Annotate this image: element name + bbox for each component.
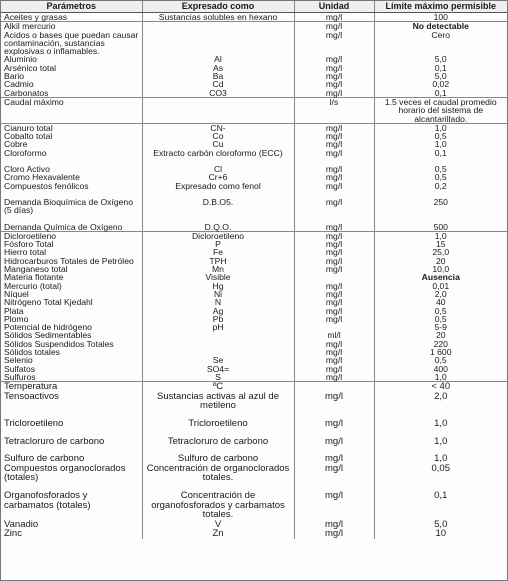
cell-parametro: Cobalto total: [4, 131, 53, 142]
cell-limite: 0,1: [374, 149, 507, 157]
table-row: [1, 437, 507, 447]
table-row: [1, 31, 507, 56]
table-row: [1, 282, 507, 290]
cell-expresado: N: [142, 298, 294, 306]
cell-unidad: mg/l: [294, 240, 374, 248]
cell-expresado: [142, 31, 294, 56]
cell-limite: 10,0: [374, 265, 507, 273]
cell-parametro: Plomo: [4, 313, 29, 324]
table-row: [1, 72, 507, 80]
cell-unidad: mg/l: [294, 89, 374, 98]
cell-expresado: Hg: [142, 282, 294, 290]
cell-limite: 0,1: [374, 64, 507, 72]
cell-expresado: Tetracloruro de carbono: [142, 437, 294, 447]
cell-expresado: CO3: [142, 89, 294, 98]
cell-limite: 0,05: [374, 464, 507, 483]
cell-unidad: mg/l: [294, 307, 374, 315]
cell-unidad: mg/l: [294, 348, 374, 356]
cell-expresado: Tricloroetileno: [142, 419, 294, 429]
cell-unidad: mg/l: [294, 231, 374, 240]
cell-limite: 0,1: [374, 89, 507, 98]
cell-parametro: Dicloroetileno: [1, 231, 142, 240]
cell-limite: 250: [374, 198, 507, 215]
cell-unidad: mg/l: [294, 132, 374, 140]
cell-expresado: Co: [142, 132, 294, 140]
table-row: [1, 491, 507, 520]
cell-limite: 1.5 veces el caudal promedio horario del sistema de alcantarillado.: [374, 97, 507, 123]
cell-expresado: Concentración de organoclorados totales.: [142, 464, 294, 483]
cell-limite: 0,5: [374, 315, 507, 323]
cell-parametro: Demanda Química de Oxígeno: [4, 221, 123, 232]
cell-unidad: mg/l: [294, 22, 374, 31]
cell-parametro: Aluminio: [4, 54, 37, 65]
cell-expresado: Al: [142, 55, 294, 63]
cell-unidad: mg/l: [294, 149, 374, 157]
cell-unidad: mg/l: [294, 365, 374, 373]
cell-parametro: Aceites y grasas: [4, 12, 68, 22]
cell-unidad: mg/l: [294, 140, 374, 148]
cell-parametro: Cadmio: [4, 79, 34, 90]
cell-unidad: mg/l: [294, 437, 374, 447]
row-spacer: [1, 157, 507, 165]
table-row: [1, 529, 507, 539]
cell-limite: 1,0: [374, 140, 507, 148]
cell-unidad: mg/l: [294, 298, 374, 306]
cell-expresado: [142, 22, 294, 31]
cell-parametro: Cobre: [4, 139, 28, 150]
cell-limite: 0,01: [374, 282, 507, 290]
cell-limite: Cero: [374, 31, 507, 56]
cell-expresado: Se: [142, 356, 294, 364]
header-parametro: Parámetros: [1, 1, 142, 13]
cell-limite: 5,0: [374, 72, 507, 80]
cell-expresado: Sulfuro de carbono: [142, 454, 294, 464]
table-row: [1, 132, 507, 140]
cell-limite: 2,0: [374, 392, 507, 411]
cell-unidad: mg/l: [294, 123, 374, 132]
cell-limite: 0,5: [374, 132, 507, 140]
cell-unidad: ml/l: [294, 331, 374, 339]
table-row: [1, 80, 507, 88]
cell-unidad: mg/l: [294, 520, 374, 530]
cell-limite: 0,5: [374, 173, 507, 181]
cell-expresado: [142, 331, 294, 339]
cell-parametro: Manganeso total: [4, 264, 68, 275]
cell-expresado: pH: [142, 323, 294, 331]
cell-expresado: Cd: [142, 80, 294, 88]
cell-unidad: mg/l: [294, 55, 374, 63]
cell-parametro: Sólidos totales: [4, 346, 60, 357]
cell-parametro: Alkil mercurio: [1, 22, 142, 31]
cell-expresado: Fe: [142, 248, 294, 256]
cell-parametro: Sólidos Suspendidos Totales: [4, 338, 114, 349]
cell-expresado: Cl: [142, 165, 294, 173]
cell-expresado: ºC: [142, 382, 294, 392]
cell-unidad: mg/l: [294, 340, 374, 348]
cell-unidad: mg/l: [294, 165, 374, 173]
cell-unidad: mg/l: [294, 491, 374, 520]
cell-expresado: Extracto carbón cloroformo (ECC): [142, 149, 294, 157]
cell-parametro: Cloro Activo: [4, 164, 50, 175]
cell-expresado: Sustancias activas al azul de metileno: [142, 392, 294, 411]
cell-expresado: Expresado como fenol: [142, 182, 294, 190]
cell-expresado: D.Q.O.: [142, 223, 294, 232]
cell-unidad: mg/l: [294, 373, 374, 382]
cell-expresado: V: [142, 520, 294, 530]
cell-parametro: Caudal máximo: [1, 97, 142, 123]
cell-limite: 0,5: [374, 356, 507, 364]
cell-expresado: TPH: [142, 257, 294, 265]
cell-limite: 0,5: [374, 307, 507, 315]
cell-parametro: Acidos o bases que puedan causar contaminación, sustancias explosivas o inflamables.: [4, 29, 139, 57]
cell-limite: 10: [374, 529, 507, 539]
cell-unidad: mg/l: [294, 265, 374, 273]
cell-unidad: mg/l: [294, 182, 374, 190]
cell-limite: 2,0: [374, 290, 507, 298]
cell-unidad: mg/l: [294, 290, 374, 298]
cell-parametro: Compuestos fenólicos: [4, 180, 89, 191]
table-row: [1, 298, 507, 306]
cell-expresado: Dicloroetileno: [142, 231, 294, 240]
header-unidad: Unidad: [294, 1, 374, 13]
cell-parametro: Tricloroetileno: [4, 417, 64, 429]
table-header-row: [1, 1, 507, 13]
table-body: [1, 13, 507, 539]
cell-parametro: Temperatura: [1, 382, 142, 392]
cell-unidad: mg/l: [294, 464, 374, 483]
table-row: [1, 464, 507, 483]
table-row: [1, 97, 507, 123]
cell-limite: 1,0: [374, 419, 507, 429]
cell-unidad: mg/l: [294, 31, 374, 56]
table-row: [1, 307, 507, 315]
cell-limite: 40: [374, 298, 507, 306]
table-row: [1, 356, 507, 364]
cell-expresado: [142, 97, 294, 123]
cell-parametro: Cromo Hexavalente: [4, 172, 80, 183]
cell-limite: 1,0: [374, 123, 507, 132]
cell-parametro: Sulfuro de carbono: [4, 453, 85, 465]
cell-expresado: Ag: [142, 307, 294, 315]
cell-unidad: mg/l: [294, 356, 374, 364]
cell-parametro: Vanadio: [4, 518, 39, 530]
cell-expresado: Cu: [142, 140, 294, 148]
cell-limite: 5,0: [374, 55, 507, 63]
cell-limite: 400: [374, 365, 507, 373]
cell-limite: 25,0: [374, 248, 507, 256]
cell-unidad: mg/l: [294, 529, 374, 539]
cell-unidad: mg/l: [294, 64, 374, 72]
cell-limite: 220: [374, 340, 507, 348]
table-row: [1, 348, 507, 356]
table-row: [1, 223, 507, 232]
cell-expresado: P: [142, 240, 294, 248]
cell-expresado: Cr+6: [142, 173, 294, 181]
cell-unidad: mg/l: [294, 257, 374, 265]
cell-limite: 1,0: [374, 373, 507, 382]
cell-parametro: Hierro total: [4, 247, 47, 258]
table-row: [1, 365, 507, 373]
cell-unidad: mg/l: [294, 13, 374, 22]
cell-parametro: Bario: [4, 71, 25, 82]
cell-unidad: mg/l: [294, 315, 374, 323]
cell-limite: 0,02: [374, 80, 507, 88]
cell-limite: 1,0: [374, 454, 507, 464]
cell-parametro: Fósforo Total: [4, 239, 54, 250]
table-row: [1, 240, 507, 248]
cell-parametro: Arsénico total: [4, 62, 57, 73]
table-row: [1, 231, 507, 240]
cell-limite: 0,1: [374, 491, 507, 520]
cell-parametro: Selenio: [4, 355, 33, 366]
cell-unidad: mg/l: [294, 392, 374, 411]
cell-parametro: Carbonatos: [4, 87, 49, 98]
cell-unidad: mg/l: [294, 419, 374, 429]
cell-limite: 0,5: [374, 165, 507, 173]
cell-limite: 5-9: [374, 323, 507, 331]
table-row: [1, 55, 507, 63]
table-row: [1, 182, 507, 190]
cell-parametro: Materia flotante: [4, 272, 64, 283]
row-spacer: [1, 411, 507, 419]
cell-unidad: mg/l: [294, 80, 374, 88]
cell-expresado: Ni: [142, 290, 294, 298]
cell-unidad: mg/l: [294, 173, 374, 181]
cell-limite: 500: [374, 223, 507, 232]
cell-expresado: Mn: [142, 265, 294, 273]
cell-limite: No detectable: [374, 22, 507, 31]
cell-parametro: Cianuro total: [1, 123, 142, 132]
cell-expresado: Sustancias solubles en hexano: [142, 13, 294, 22]
table-row: [1, 257, 507, 265]
table-row: [1, 520, 507, 530]
table-row: [1, 419, 507, 429]
table-row: [1, 123, 507, 132]
cell-parametro: Sólidos Sedimentables: [4, 330, 92, 341]
cell-expresado: Concentración de organofosforados y carbamatos totales.: [142, 491, 294, 520]
table-row: [1, 198, 507, 215]
cell-expresado: Pb: [142, 315, 294, 323]
cell-expresado: D.B.O5.: [142, 198, 294, 215]
cell-limite: 100: [374, 13, 507, 22]
cell-parametro: Cloroformo: [4, 147, 47, 158]
cell-parametro: Potencial de hidrógeno: [4, 322, 92, 333]
cell-parametro: Compuestos organoclorados (totales): [4, 462, 126, 484]
cell-unidad: mg/l: [294, 282, 374, 290]
cell-parametro: Hidrocarburos Totales de Petróleo: [4, 255, 134, 266]
cell-expresado: S: [142, 373, 294, 382]
cell-limite: 15: [374, 240, 507, 248]
header-limite: Límite máximo permisible: [374, 1, 507, 13]
cell-unidad: mg/l: [294, 248, 374, 256]
cell-expresado: SO4=: [142, 365, 294, 373]
cell-expresado: As: [142, 64, 294, 72]
table-row: [1, 273, 507, 281]
cell-parametro: Organofosforados y carbamatos (totales): [4, 489, 91, 511]
cell-limite: 1,0: [374, 231, 507, 240]
cell-parametro: Plata: [4, 305, 24, 316]
cell-expresado: CN-: [142, 123, 294, 132]
cell-parametro: Mercurio (total): [4, 280, 62, 291]
cell-limite: 0,2: [374, 182, 507, 190]
cell-unidad: mg/l: [294, 454, 374, 464]
cell-parametro: Demanda Bioquímica de Oxígeno (5 días): [4, 196, 133, 216]
cell-limite: 5,0: [374, 520, 507, 530]
cell-parametro: Nitrógeno Total Kjedahl: [4, 297, 93, 308]
cell-parametro: Níquel: [4, 288, 29, 299]
cell-limite: < 40: [374, 382, 507, 392]
cell-limite: 1,0: [374, 437, 507, 447]
cell-parametro: Tetracloruro de carbono: [4, 435, 105, 447]
table-row: [1, 64, 507, 72]
table-row: [1, 149, 507, 157]
cell-expresado: Visible: [142, 273, 294, 281]
cell-parametro: Sulfuros: [4, 371, 36, 382]
table-row: [1, 392, 507, 411]
cell-parametro: Tensoactivos: [4, 390, 59, 402]
cell-limite: 20: [374, 331, 507, 339]
cell-limite: 20: [374, 257, 507, 265]
cell-limite: 1 600: [374, 348, 507, 356]
cell-parametro: Zinc: [4, 528, 22, 540]
cell-unidad: mg/l: [294, 198, 374, 215]
cell-expresado: Zn: [142, 529, 294, 539]
cell-expresado: Ba: [142, 72, 294, 80]
cell-limite: Ausencia: [374, 273, 507, 281]
cell-unidad: l/s: [294, 97, 374, 123]
cell-expresado: [142, 340, 294, 348]
cell-unidad: mg/l: [294, 223, 374, 232]
limits-table: [1, 1, 507, 539]
cell-parametro: Sulfatos: [4, 363, 36, 374]
cell-unidad: mg/l: [294, 72, 374, 80]
header-expresado: Expresado como: [142, 1, 294, 13]
